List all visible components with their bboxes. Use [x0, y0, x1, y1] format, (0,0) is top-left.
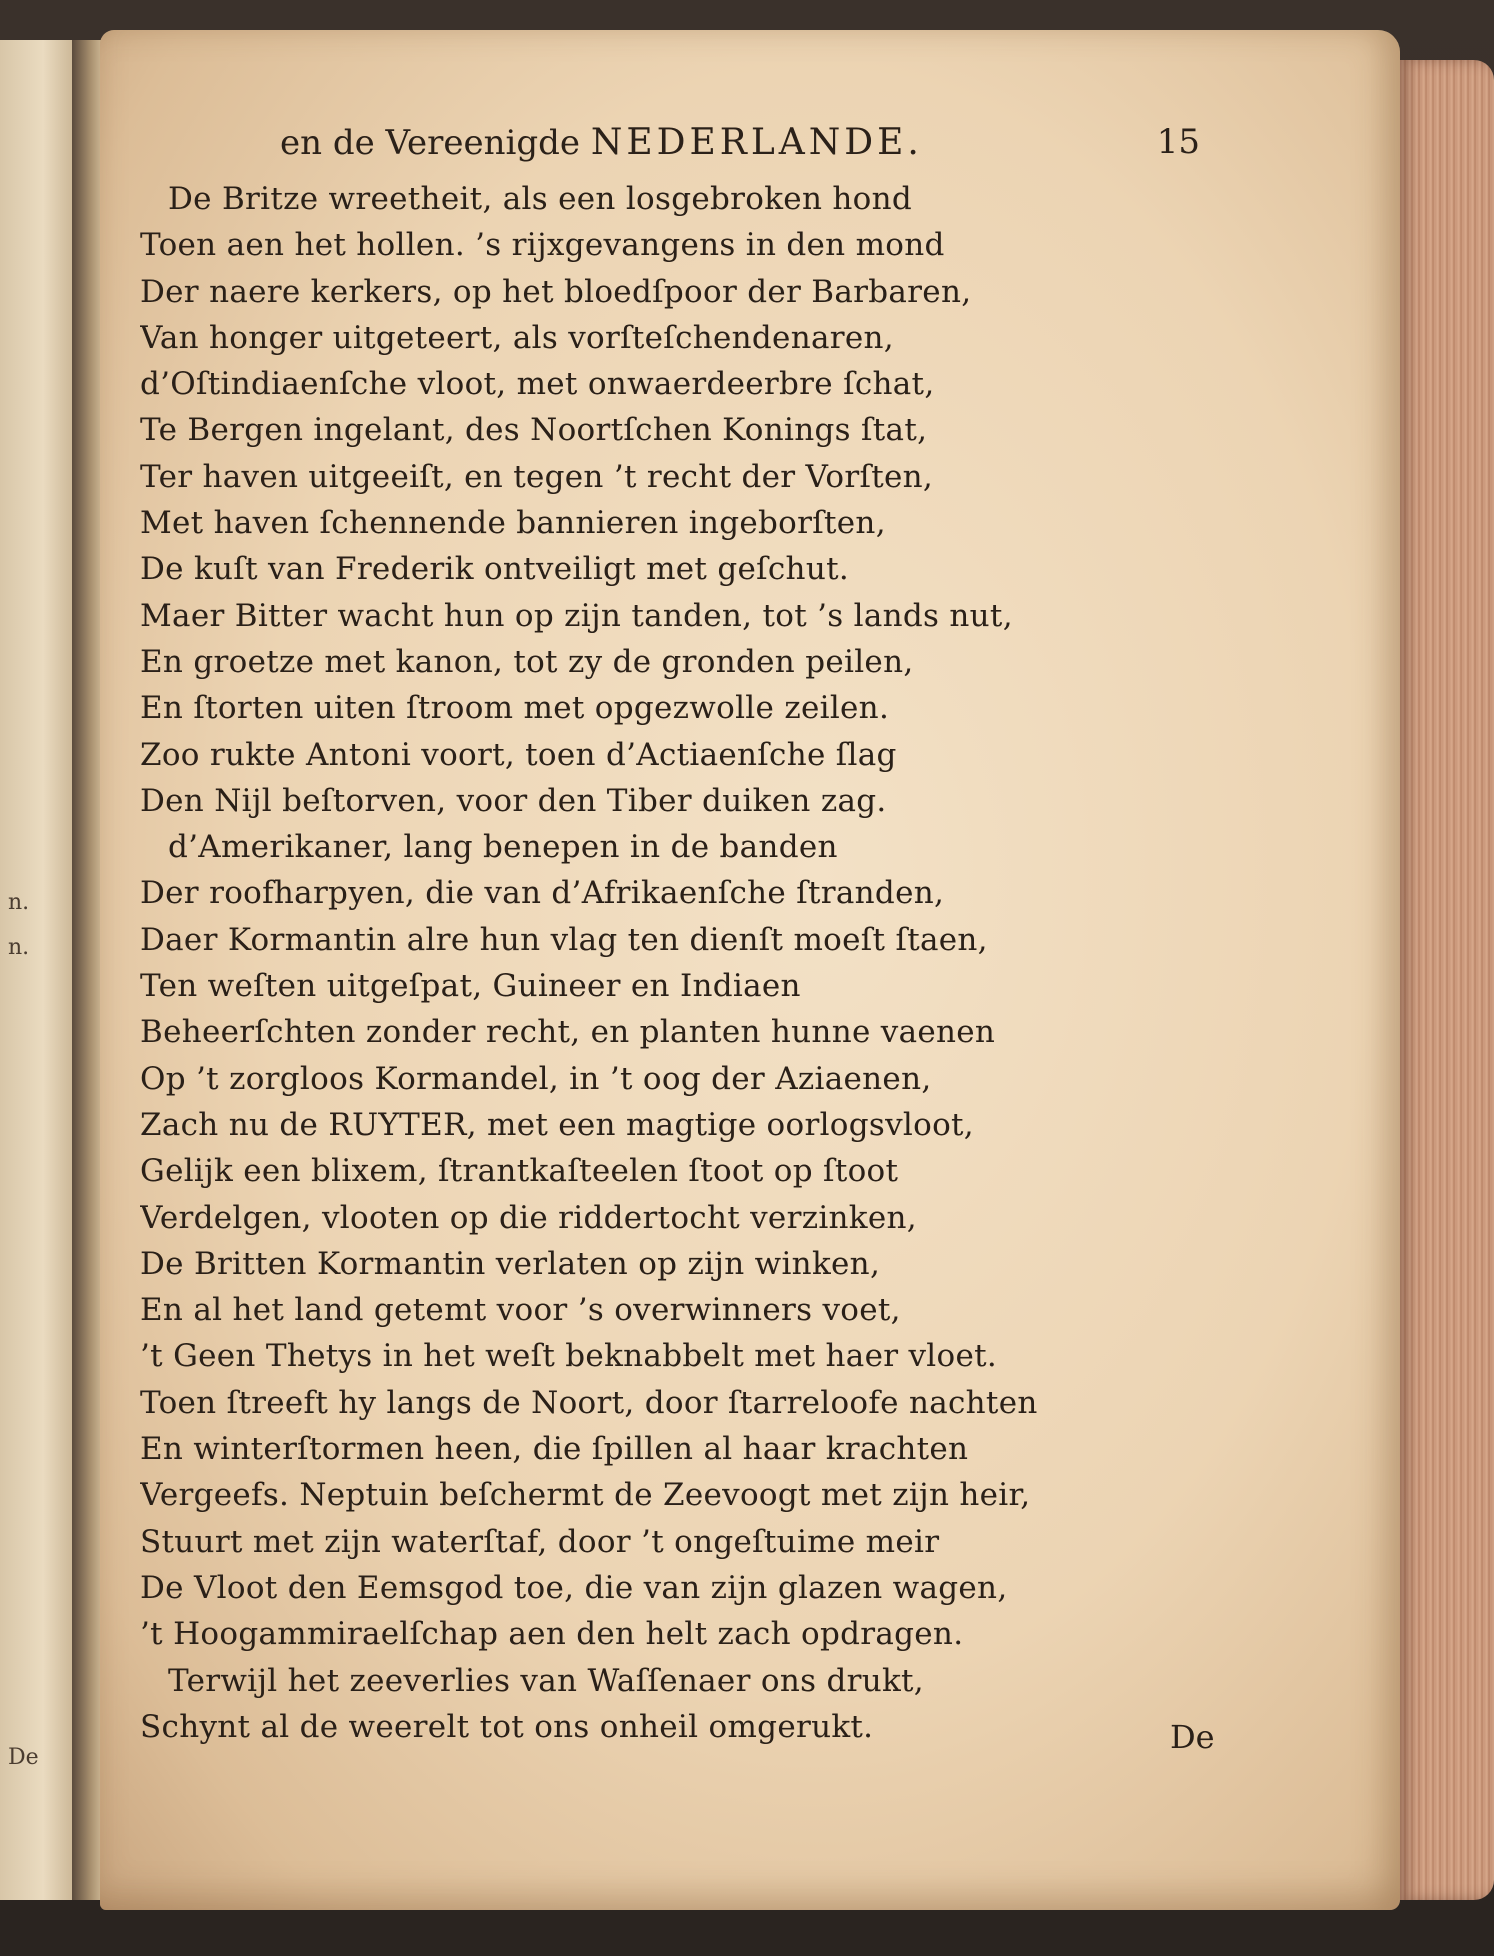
- verse-line: Daer Kormantin alre hun vlag ten dienſt moeſt ſtaen,: [140, 921, 988, 958]
- verse-line: De Britze wreetheit, als een losgebroken hond: [168, 181, 913, 217]
- verse-line: En ſtorten uiten ſtroom met opgezwolle zeilen.: [140, 690, 890, 727]
- verse-line: d’Oſtindiaenſche vloot, met onwaerdeerbre ſchat,: [140, 366, 935, 403]
- verse-line: Maer Bitter wacht hun op zijn tanden, tot ’s lands nut,: [140, 597, 1013, 634]
- previous-page-edge: [0, 40, 74, 1900]
- catchword: De: [1170, 1718, 1215, 1756]
- verse-line: En winterſtormen heen, die ſpillen al haar krachten: [140, 1431, 969, 1468]
- verse-line: Te Bergen ingelant, des Noortſchen Konings ſtat,: [140, 412, 928, 449]
- verse-block: [140, 176, 1220, 1750]
- margin-glyph: n.: [8, 935, 30, 960]
- verse-line: Den Nijl beſtorven, voor den Tiber duiken zag.: [140, 782, 887, 819]
- verse-line: Verdelgen, vlooten op die riddertocht verzinken,: [140, 1199, 917, 1236]
- verse-line: De Britten Kormantin verlaten op zijn winken,: [140, 1245, 881, 1282]
- running-title: [280, 122, 923, 163]
- verse-line: En al het land getemt voor ’s overwinners voet,: [140, 1292, 901, 1329]
- running-title-caps: NEDERLANDE.: [590, 122, 923, 163]
- verse-line: De kuſt van Frederik ontveiligt met geſchut.: [140, 551, 850, 588]
- verse-line: Met haven ſchennende bannieren ingeborſten,: [140, 505, 886, 542]
- verse-line: Van honger uitgeteert, als vorſteſchendenaren,: [140, 319, 894, 356]
- margin-glyph: De: [8, 1745, 39, 1770]
- verse-line: De Vloot den Eemsgod toe, die van zijn glazen wagen,: [140, 1569, 1008, 1606]
- page-header: [280, 122, 1200, 172]
- verse-line: Stuurt met zijn waterſtaf, door ’t ongeſtuime meir: [140, 1523, 940, 1560]
- verse-line: ’t Geen Thetys in het weſt beknabbelt met haer vloet.: [140, 1338, 998, 1375]
- verse-line: Schynt al de weerelt tot ons onheil omgerukt.: [140, 1708, 874, 1745]
- verse-line: Beheerſchten zonder recht, en planten hunne vaenen: [140, 1014, 996, 1051]
- verse-line: Der roofharpyen, die van d’Afrikaenſche ſtranden,: [140, 875, 945, 912]
- verse-line: Terwijl het zeeverlies van Waſſenaer ons drukt,: [168, 1662, 924, 1699]
- verse-line: ’t Hoogammiraelſchap aen den helt zach opdragen.: [140, 1616, 964, 1653]
- verse-line: En groetze met kanon, tot zy de gronden peilen,: [140, 643, 914, 680]
- page-fore-edge: [1400, 60, 1494, 1900]
- verse-line: Op ’t zorgloos Kormandel, in ’t oog der Aziaenen,: [140, 1060, 932, 1097]
- running-title-prefix: en de Vereenigde: [280, 123, 580, 163]
- page-number: 15: [1156, 122, 1200, 162]
- verse-line: Toen ſtreeft hy langs de Noort, door ſtarreloofe nachten: [140, 1384, 1038, 1421]
- verse-line: Ter haven uitgeeiſt, en tegen ’t recht der Vorſten,: [140, 458, 934, 495]
- verse-line: Vergeefs. Neptuin beſchermt de Zeevoogt met zijn heir,: [140, 1477, 1031, 1514]
- verse-line: Zoo rukte Antoni voort, toen d’Actiaenſche ſlag: [140, 736, 897, 773]
- verse-line: d’Amerikaner, lang benepen in de banden: [168, 829, 838, 866]
- verse-line: Toen aen het hollen. ’s rijxgevangens in den mond: [140, 227, 945, 264]
- verse-line: Ten weſten uitgeſpat, Guineer en Indiaen: [140, 968, 801, 1005]
- margin-glyph: n.: [8, 890, 30, 915]
- verse-line: Gelijk een blixem, ſtrantkaſteelen ſtoot op ſtoot: [140, 1153, 899, 1190]
- verse-line: Der naere kerkers, op het bloedſpoor der Barbaren,: [140, 273, 972, 310]
- verse-line: Zach nu de RUYTER, met een magtige oorlogsvloot,: [140, 1106, 974, 1143]
